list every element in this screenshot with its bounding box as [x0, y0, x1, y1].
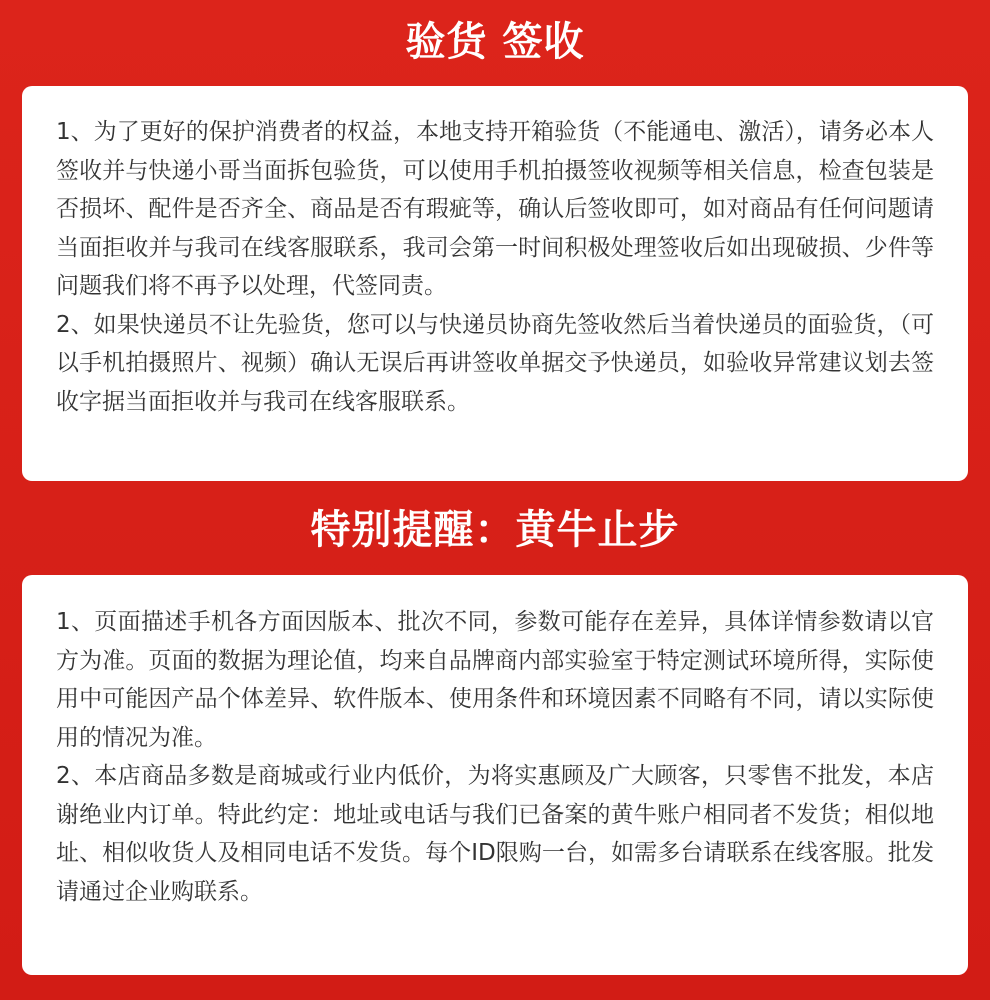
special-reminder-heading: 特别提醒：黄牛止步	[310, 507, 680, 553]
inspection-paragraph-1: 1、为了更好的保护消费者的权益，本地支持开箱验货（不能通电、激活），请务必本人签收并与快递小哥当面拆包验货，可以使用手机拍摄签收视频等相关信息，检查包装是否损坏、配件是否齐全、商品是否有瑕疵等，确认后签收即可，如对商品有任何问题请当面拒收并与我司在线客服联系，我司会第一时间积极处理签收后如出现破损、少件等问题我们将不再予以处理，代签同责。	[56, 119, 934, 299]
inspection-signoff-card	[22, 86, 968, 481]
special-reminder-card	[22, 575, 968, 975]
inspection-paragraph-2: 2、如果快递员不让先验货，您可以与快递员协商先签收然后当着快递员的面验货，（可以手机拍摄照片、视频）确认无误后再讲签收单据交予快递员，如验收异常建议划去签收字据当面拒收并与我司在线客服联系。	[56, 311, 934, 415]
reminder-paragraph-2: 2、本店商品多数是商城或行业内低价，为将实惠顾及广大顾客，只零售不批发，本店谢绝业内订单。特此约定：地址或电话与我们已备案的黄牛账户相同者不发货；相似地址、相似收货人及相同电话不发货。每个ID限购一台，如需多台请联系在线客服。批发请通过企业购联系。	[56, 763, 934, 905]
inspection-signoff-heading: 验货 签收	[405, 19, 585, 65]
reminder-paragraph-1: 1、页面描述手机各方面因版本、批次不同，参数可能存在差异，具体详情参数请以官方为准。页面的数据为理论值，均来自品牌商内部实验室于特定测试环境所得，实际使用中可能因产品个体差异、软件版本、使用条件和环境因素不同略有不同，请以实际使用的情况为准。	[56, 609, 934, 751]
